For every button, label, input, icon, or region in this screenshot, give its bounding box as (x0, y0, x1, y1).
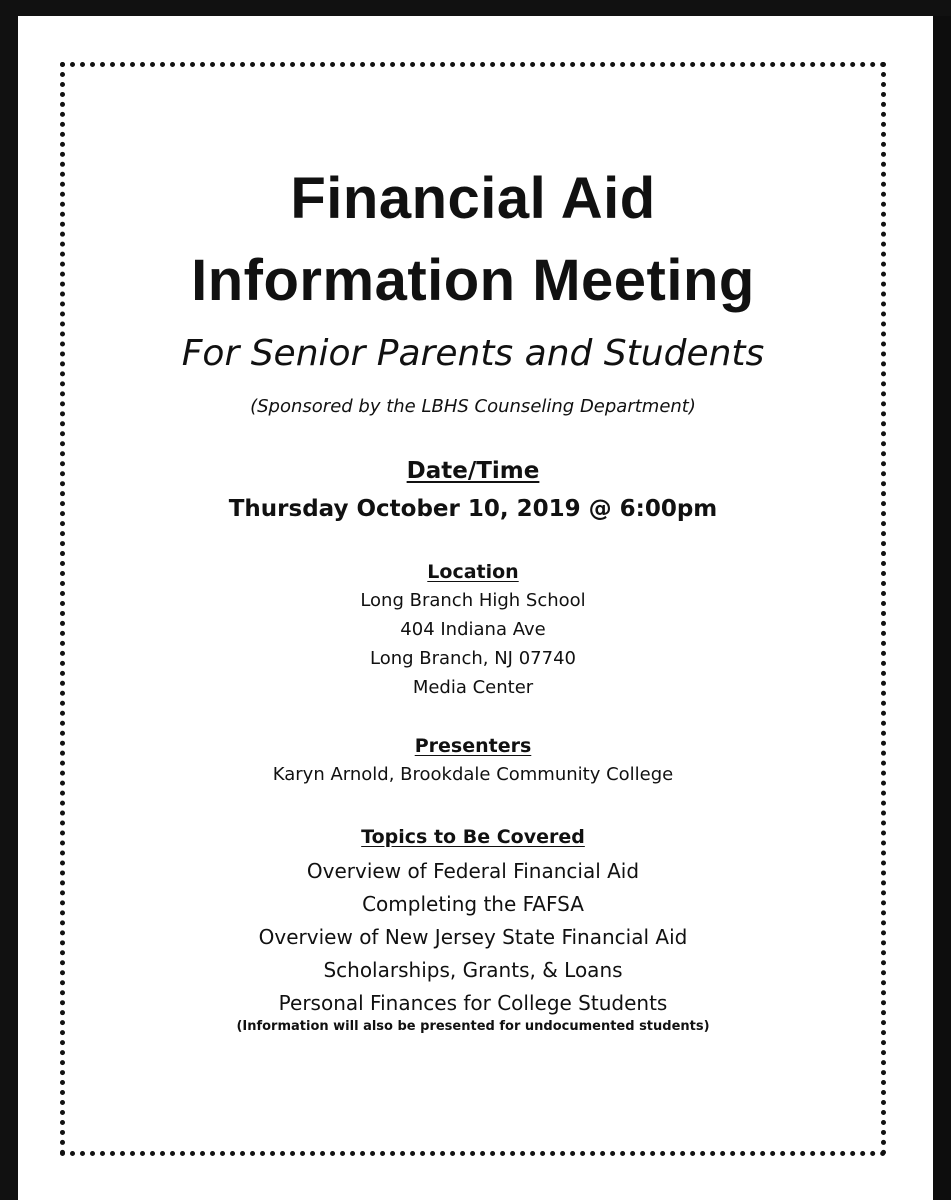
undocumented-note: (Information will also be presented for undocumented students) (236, 1019, 710, 1034)
topic-item: Overview of Federal Financial Aid (306, 859, 640, 883)
presenter-line: Karyn Arnold, Brookdale Community College (272, 764, 674, 785)
presenters-heading: Presenters (414, 735, 532, 757)
location-line: 404 Indiana Ave (400, 619, 546, 640)
location-line: Media Center (412, 677, 534, 698)
datetime-value: Thursday October 10, 2019 @ 6:00pm (228, 496, 718, 522)
location-line: Long Branch, NJ 07740 (370, 648, 576, 669)
sponsor-note: (Sponsored by the LBHS Counseling Department) (250, 396, 696, 417)
topic-item: Overview of New Jersey State Financial Aid (258, 925, 688, 949)
title-line-2: Information Meeting (191, 248, 755, 313)
topic-item: Scholarships, Grants, & Loans (323, 958, 623, 982)
page-edge-shadow (933, 16, 951, 1200)
subtitle: For Senior Parents and Students (181, 333, 765, 374)
title-line-1: Financial Aid (290, 166, 656, 231)
topics-heading: Topics to Be Covered (361, 826, 585, 848)
location-heading: Location (427, 561, 519, 583)
topic-item: Completing the FAFSA (362, 892, 584, 916)
topic-item: Personal Finances for College Students (278, 991, 668, 1015)
datetime-heading: Date/Time (406, 458, 540, 484)
location-line: Long Branch High School (360, 590, 586, 611)
